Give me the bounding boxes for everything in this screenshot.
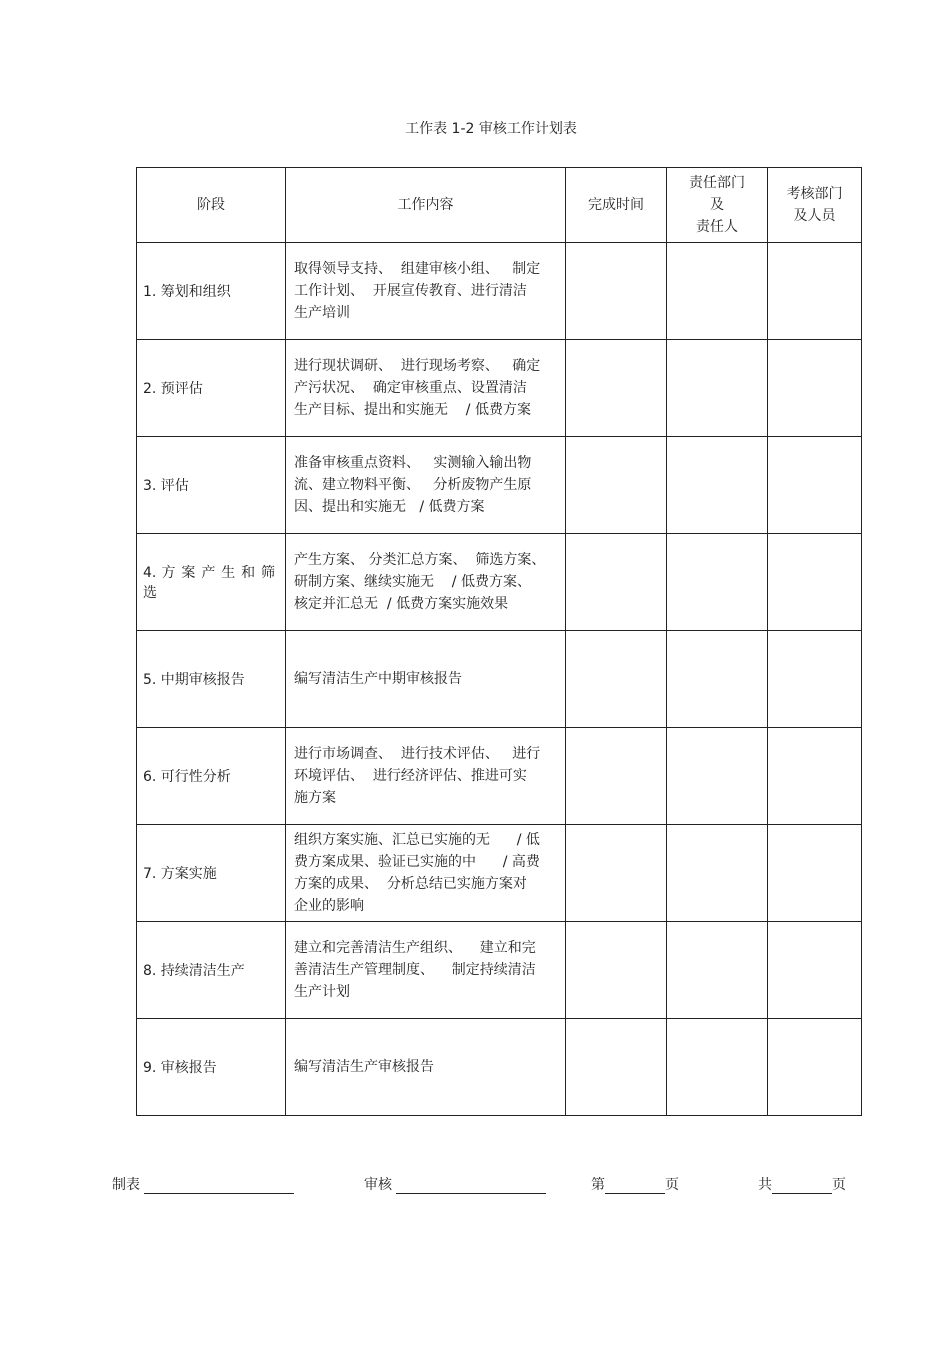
made-by-label: 制表 — [112, 1177, 140, 1193]
header-assessment-line1: 考核部门 — [786, 186, 843, 202]
header-assessment-line2: 及人员 — [793, 208, 836, 224]
table-row — [137, 534, 862, 631]
assessment-cell — [768, 243, 862, 340]
total-suffix: 页 — [832, 1177, 846, 1193]
total-prefix: 共 — [758, 1177, 772, 1193]
completion-time-cell — [566, 243, 667, 340]
content-cell — [286, 825, 566, 922]
table-row — [137, 728, 862, 825]
content-line: 编写清洁生产中期审核报告 — [294, 671, 462, 687]
content-cell — [286, 631, 566, 728]
responsible-cell — [667, 340, 768, 437]
total-pages-line — [772, 1179, 832, 1194]
assessment-cell — [768, 534, 862, 631]
table-row — [137, 243, 862, 340]
page-number-line — [605, 1179, 665, 1194]
responsible-cell — [667, 1019, 768, 1116]
responsible-cell — [667, 825, 768, 922]
responsible-cell — [667, 631, 768, 728]
content-line: 产生方案、 分类汇总方案、 筛选方案、 — [294, 552, 546, 568]
content-line: 进行市场调查、 进行技术评估、 进行 — [294, 746, 541, 762]
content-cell — [286, 922, 566, 1019]
content-cell — [286, 728, 566, 825]
content-line: 环境评估、 进行经济评估、推进可实 — [294, 768, 527, 784]
content-cell — [286, 534, 566, 631]
stage-cell: 6. 可行性分析 — [137, 728, 286, 825]
document-title: 工作表 1-2 审核工作计划表 — [405, 121, 577, 137]
assessment-cell — [768, 1019, 862, 1116]
page-suffix: 页 — [665, 1177, 679, 1193]
content-line: 费方案成果、验证已实施的中 / 高费 — [294, 854, 540, 870]
footer-reviewed-by — [364, 1174, 546, 1194]
content-cell — [286, 340, 566, 437]
header-assessment — [768, 168, 862, 243]
stage-cell: 7. 方案实施 — [137, 825, 286, 922]
table-row — [137, 825, 862, 922]
assessment-cell — [768, 340, 862, 437]
content-line: 施方案 — [294, 790, 336, 806]
completion-time-cell — [566, 825, 667, 922]
content-line: 研制方案、继续实施无 / 低费方案、 — [294, 574, 531, 590]
completion-time-cell — [566, 922, 667, 1019]
audit-plan-table — [136, 167, 862, 1116]
page-prefix: 第 — [591, 1177, 605, 1193]
content-cell — [286, 437, 566, 534]
stage-cell: 4. 方 案 产 生 和 筛 选 — [137, 534, 286, 631]
responsible-cell — [667, 728, 768, 825]
content-line: 因、提出和实施无 / 低费方案 — [294, 499, 485, 515]
stage-cell: 9. 审核报告 — [137, 1019, 286, 1116]
assessment-cell — [768, 825, 862, 922]
header-content: 工作内容 — [286, 168, 566, 243]
header-responsible-line2: 及 — [710, 197, 724, 213]
responsible-cell — [667, 437, 768, 534]
content-line: 进行现状调研、 进行现场考察、 确定 — [294, 358, 541, 374]
header-responsible-line1: 责任部门 — [689, 175, 745, 191]
content-line: 准备审核重点资料、 实测输入输出物 — [294, 455, 532, 471]
completion-time-cell — [566, 631, 667, 728]
stage-cell: 5. 中期审核报告 — [137, 631, 286, 728]
assessment-cell — [768, 631, 862, 728]
content-line: 建立和完善清洁生产组织、 建立和完 — [294, 940, 536, 956]
header-responsible-line3: 责任人 — [696, 219, 738, 235]
table-body — [137, 243, 862, 1116]
reviewed-by-label: 审核 — [364, 1177, 392, 1193]
responsible-cell — [667, 922, 768, 1019]
stage-cell: 1. 筹划和组织 — [137, 243, 286, 340]
content-line: 工作计划、 开展宣传教育、进行清洁 — [294, 283, 527, 299]
assessment-cell — [768, 437, 862, 534]
content-cell — [286, 243, 566, 340]
content-line: 生产目标、提出和实施无 / 低费方案 — [294, 402, 531, 418]
responsible-cell — [667, 534, 768, 631]
header-responsible — [667, 168, 768, 243]
content-line: 方案的成果、 分析总结已实施方案对 — [294, 876, 527, 892]
table-row — [137, 922, 862, 1019]
table-row — [137, 1019, 862, 1116]
table-row — [137, 631, 862, 728]
content-line: 流、建立物料平衡、 分析废物产生原 — [294, 477, 532, 493]
assessment-cell — [768, 922, 862, 1019]
table-header-row — [137, 168, 862, 243]
footer-page — [591, 1174, 679, 1194]
completion-time-cell — [566, 437, 667, 534]
content-line: 取得领导支持、 组建审核小组、 制定 — [294, 261, 541, 277]
content-line: 善清洁生产管理制度、 制定持续清洁 — [294, 962, 536, 978]
header-completion-time: 完成时间 — [566, 168, 667, 243]
content-line: 编写清洁生产审核报告 — [294, 1059, 434, 1075]
stage-cell: 2. 预评估 — [137, 340, 286, 437]
content-cell — [286, 1019, 566, 1116]
responsible-cell — [667, 243, 768, 340]
table-row — [137, 340, 862, 437]
footer-total — [758, 1174, 846, 1194]
table-row — [137, 437, 862, 534]
content-line: 企业的影响 — [294, 898, 364, 914]
content-line: 核定并汇总无 / 低费方案实施效果 — [294, 596, 509, 612]
reviewed-by-line — [396, 1179, 546, 1194]
completion-time-cell — [566, 1019, 667, 1116]
header-stage: 阶段 — [137, 168, 286, 243]
content-line: 生产培训 — [294, 305, 350, 321]
content-line: 生产计划 — [294, 984, 350, 1000]
completion-time-cell — [566, 728, 667, 825]
footer-made-by — [112, 1174, 294, 1194]
completion-time-cell — [566, 534, 667, 631]
made-by-line — [144, 1179, 294, 1194]
content-line: 组织方案实施、汇总已实施的无 / 低 — [294, 832, 540, 848]
content-line: 产污状况、 确定审核重点、设置清洁 — [294, 380, 527, 396]
stage-cell: 3. 评估 — [137, 437, 286, 534]
assessment-cell — [768, 728, 862, 825]
stage-cell: 8. 持续清洁生产 — [137, 922, 286, 1019]
completion-time-cell — [566, 340, 667, 437]
